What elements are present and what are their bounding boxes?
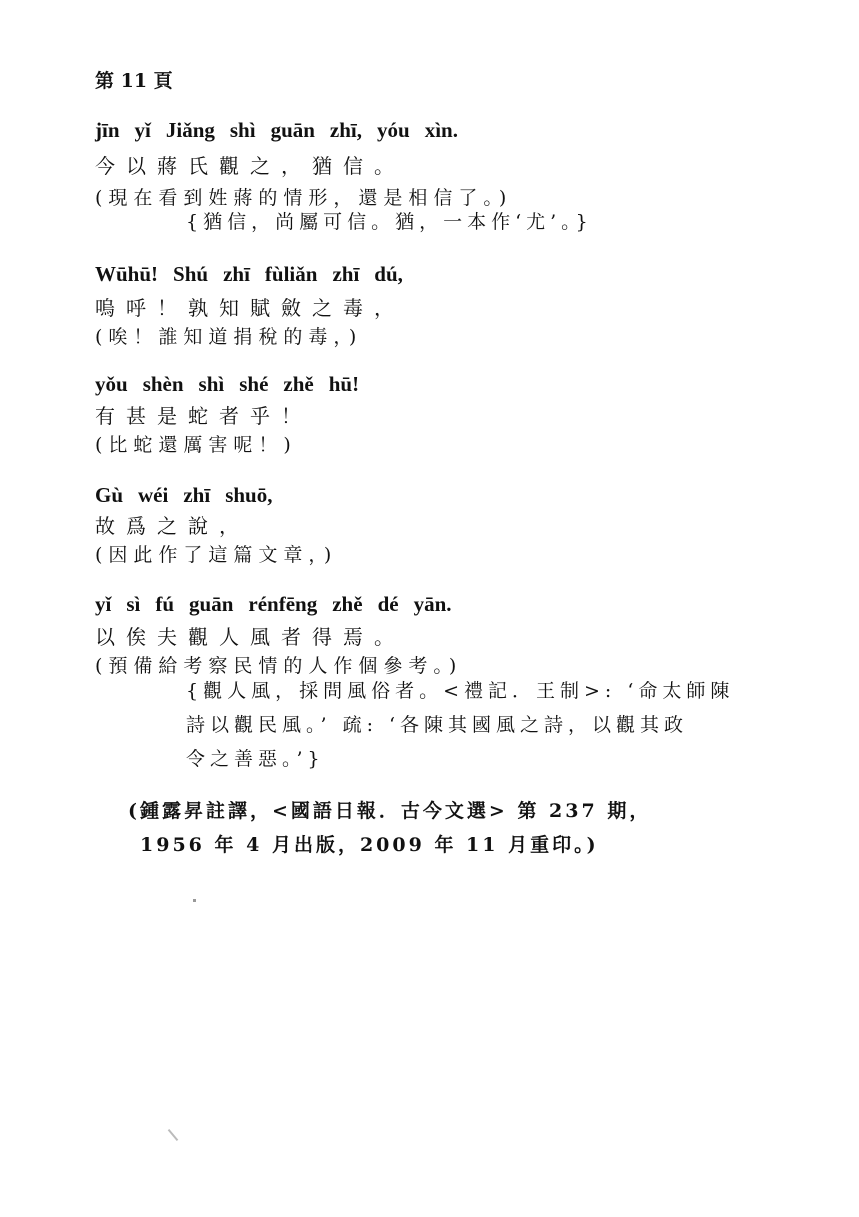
pinyin-syllable: shèn: [142, 372, 184, 396]
pinyin-syllable: zhī: [332, 262, 360, 286]
pinyin-syllable: zhī: [223, 262, 250, 286]
pinyin-line: [95, 118, 473, 143]
scan-speck: [168, 1129, 179, 1141]
annotation-note: [186, 674, 734, 776]
translation-line: (比蛇還厲害呢！): [95, 434, 297, 456]
pinyin-line: [95, 372, 374, 397]
chinese-line: 以俟夫觀人風者得焉。: [95, 625, 405, 649]
pinyin-syllable: zhī: [183, 483, 211, 507]
pinyin-line: [95, 262, 418, 287]
citation-line: (鍾露昇註譯，<國語日報．古今文選> 第 237 期，: [128, 800, 652, 822]
translation-line: (預備給考察民情的人作個參考。): [95, 655, 463, 677]
translation-line: (唉！誰知道捐稅的毒，): [95, 326, 363, 348]
pinyin-syllable: jīn: [95, 118, 120, 142]
pinyin-syllable: dú,: [374, 262, 403, 286]
pinyin-syllable: yān.: [413, 592, 452, 616]
translation-line: (因此作了這篇文章，): [95, 544, 338, 566]
pinyin-syllable: hū!: [328, 372, 360, 396]
pinyin-syllable: shì: [198, 372, 225, 396]
chinese-line: 有甚是蛇者乎！: [95, 404, 312, 428]
pinyin-syllable: Gù: [95, 483, 124, 507]
pinyin-syllable: rénfēng: [248, 592, 318, 616]
pinyin-syllable: yǐ: [134, 118, 151, 142]
chinese-line: 故爲之說，: [95, 514, 250, 538]
pinyin-syllable: sì: [126, 592, 141, 616]
pinyin-syllable: shuō,: [225, 483, 273, 507]
pinyin-syllable: yǐ: [95, 592, 112, 616]
pinyin-syllable: fú: [155, 592, 175, 616]
page-number: 第 11 頁: [95, 70, 173, 92]
pinyin-line: [95, 483, 287, 508]
pinyin-syllable: zhě: [283, 372, 314, 396]
pinyin-syllable: zhī,: [329, 118, 363, 142]
chinese-line: 今以蔣氏觀之，猶信。: [95, 154, 405, 178]
scan-speck: [193, 899, 196, 902]
pinyin-syllable: zhě: [332, 592, 363, 616]
pinyin-syllable: guān: [189, 592, 234, 616]
pinyin-syllable: dé: [377, 592, 399, 616]
translation-line: (現在看到姓蔣的情形，還是相信了。): [95, 187, 513, 209]
source-citation: [128, 794, 651, 862]
pinyin-syllable: Wūhū!: [95, 262, 159, 286]
note-line: {猶信，尚屬可信。猶，一本作‘尤’。}: [186, 211, 593, 233]
note-line: 令之善惡。’}: [186, 748, 325, 770]
citation-line: 1956 年 4 月出版，2009 年 11 月重印。): [140, 834, 599, 856]
note-line: {觀人風，採問風俗者。<禮記．王制>: ‘命太師陳: [186, 680, 735, 702]
pinyin-syllable: shé: [239, 372, 269, 396]
pinyin-syllable: guān: [270, 118, 315, 142]
pinyin-line: [95, 592, 467, 617]
chinese-line: 嗚呼！孰知賦斂之毒，: [95, 296, 405, 320]
pinyin-syllable: xìn.: [424, 118, 458, 142]
pinyin-syllable: fùliǎn: [264, 262, 318, 286]
pinyin-syllable: yóu: [377, 118, 410, 142]
pinyin-syllable: Shú: [173, 262, 209, 286]
pinyin-syllable: wéi: [138, 483, 169, 507]
pinyin-syllable: yǒu: [95, 372, 128, 396]
note-line: 詩以觀民風。’ 疏: ‘各陳其國風之詩，以觀其政: [186, 714, 689, 736]
annotation-note: [186, 205, 593, 239]
pinyin-syllable: shì: [229, 118, 256, 142]
pinyin-syllable: Jiǎng: [165, 118, 215, 142]
